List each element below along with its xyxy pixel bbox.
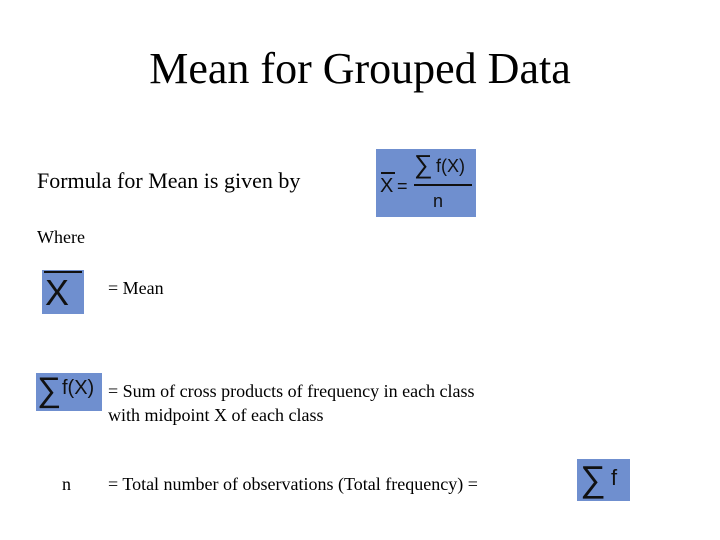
sum-sigma: ∑ — [37, 373, 62, 409]
sum-fx: f(X) — [62, 377, 95, 399]
x-bar-symbol-image — [42, 270, 84, 314]
x-symbol: X — [45, 272, 70, 313]
where-label: Where — [37, 227, 85, 247]
formula-equals: = — [397, 176, 408, 196]
sum-fx-symbol-image — [36, 373, 102, 411]
sum-definition-line-1: = Sum of cross products of frequency in each class — [108, 381, 475, 401]
sum-f-symbol-image — [577, 459, 630, 501]
n-label: n — [62, 474, 71, 494]
formula-sigma: ∑ — [414, 149, 433, 179]
mean-definition: = Mean — [108, 278, 164, 298]
formula-x-symbol: X — [380, 175, 394, 197]
x-overbar — [381, 172, 395, 174]
sum-f-letter: f — [611, 465, 618, 490]
formula-fx: f(X) — [436, 156, 465, 176]
fraction-line — [414, 184, 472, 186]
sum-definition-line-2: with midpoint X of each class — [108, 405, 324, 425]
intro-text: Formula for Mean is given by — [37, 168, 301, 193]
sum-definition — [108, 379, 475, 427]
slide-title: Mean for Grouped Data — [149, 44, 571, 93]
formula-n: n — [433, 191, 444, 211]
sum-f-sigma: ∑ — [580, 459, 606, 499]
n-definition: = Total number of observations (Total frequency) = — [108, 474, 478, 494]
mean-formula-image — [376, 149, 476, 217]
